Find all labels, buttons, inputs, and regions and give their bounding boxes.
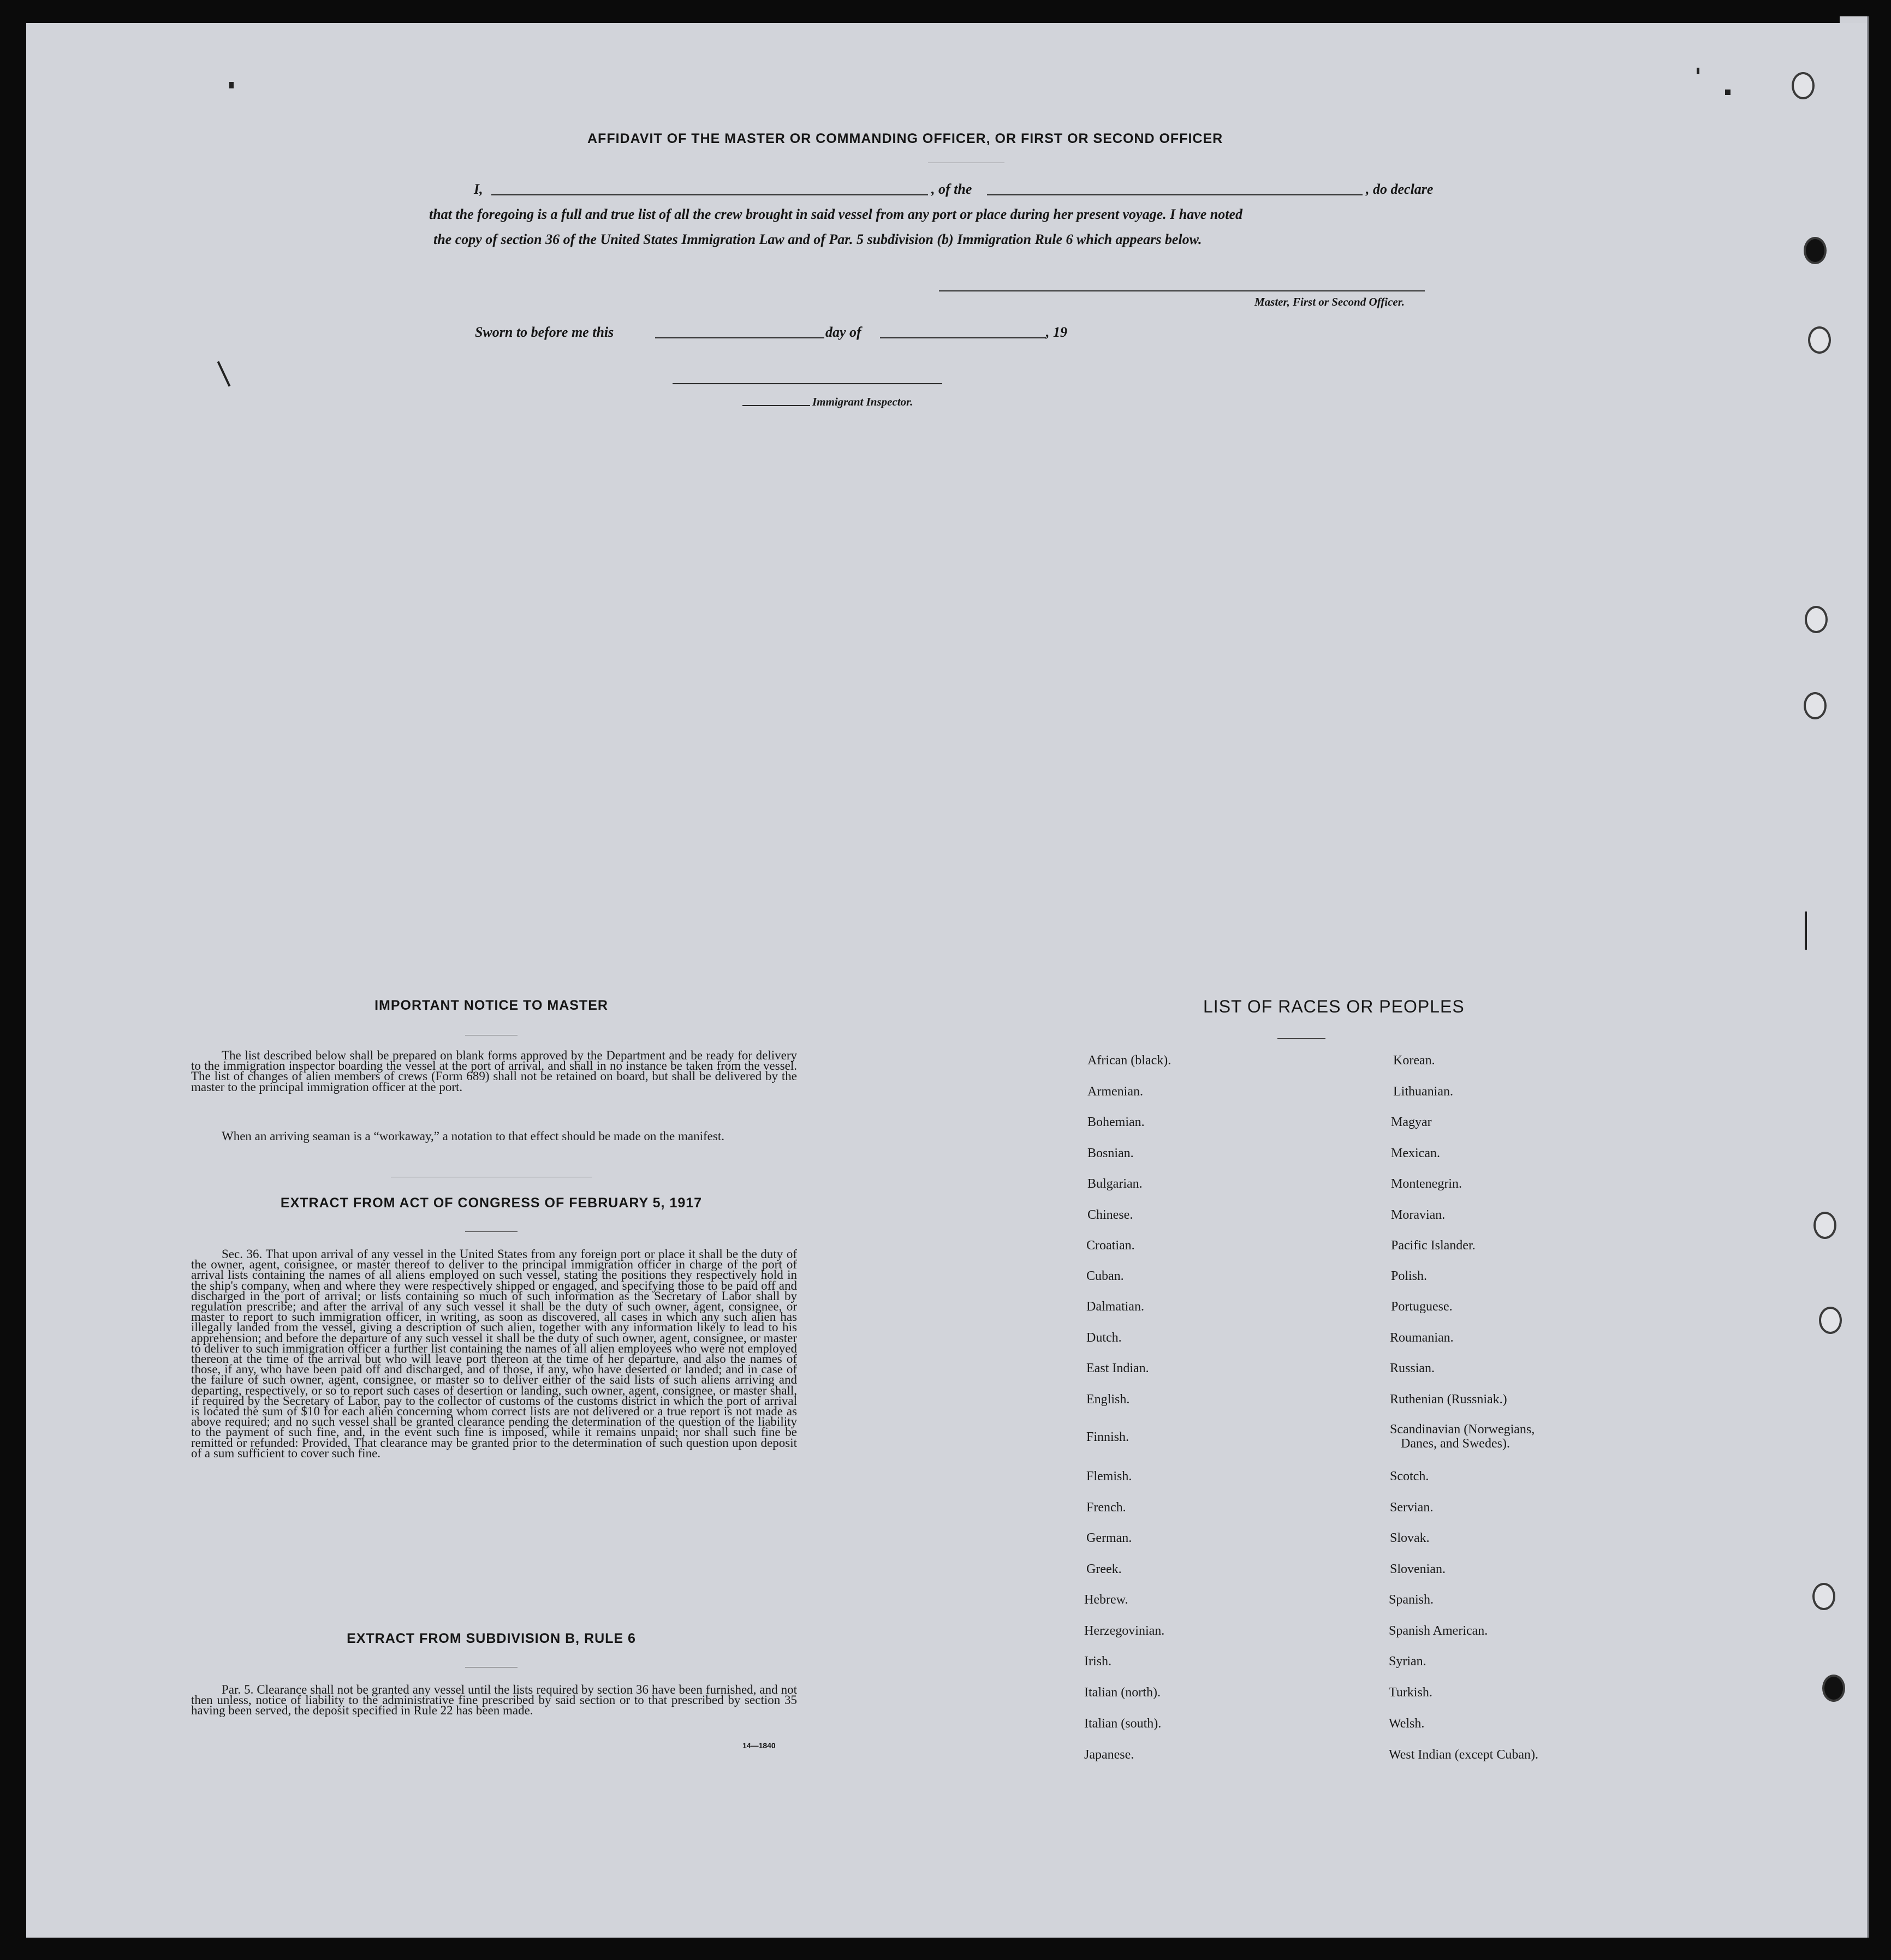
race-item: Portuguese.: [1391, 1300, 1453, 1314]
extract-act-text: Sec. 36. That upon arrival of any vessel in the United States from any foreign port or place it shall be the duty of the owner, agent, consignee, or master thereof to deliver to the principal immigration officer in charge of the port of arrival lists containing the names of all aliens employed on such vessel, stating the positions they respectively hold in the ship's company, when and where they were respectively shipped or engaged, and specifying those to be paid off and discharged in the port of arrival; or lists containing so much of such information as the Secretary of Labor shall by regulation prescribe; and after the arrival of any such vessel it shall be the duty of such owner, agent, consignee, or master to report to such immigration officer, in writing, as soon as discovered, all cases in which any such alien has illegally landed from the vessel, giving a description of such alien, together with any information likely to lead to his apprehension; and before the departure of any such vessel it shall be the duty of such owner, agent, consignee, or master to deliver to such immigration officer a further list containing the names of all alien employees who were not employed thereon at the time of the arrival but who will leave port thereon at the time of her departure, and also the names of those, if any, who have been paid off and discharged, and of those, if any, who have deserted or landed; and in case of the failure of such owner, agent, consignee, or master so to deliver either of the said lists of such aliens arriving and departing, respectively, or so to report such cases of desertion or landing, such owner, agent, consignee, or master shall, if required by the Secretary of Labor, pay to the collector of customs of the customs district in which the port of arrival is located the sum of $10 for each alien concerning whom correct lists are not delivered or a true report is not made as above required; and no such vessel shall be granted clearance pending the determination of the question of the liability to the payment of such fine, and, in the event such fine is imposed, while it remains unpaid; nor shall such fine be remitted or refunded: Provided, That clearance may be granted prior to the determination of such question upon deposit of a sum sufficient to cover such fine.: [191, 1247, 797, 1460]
race-item: Magyar: [1391, 1115, 1432, 1129]
race-item: Dutch.: [1086, 1331, 1122, 1345]
race-item: Armenian.: [1087, 1085, 1143, 1099]
race-item: Slovenian.: [1390, 1562, 1446, 1576]
race-item: African (black).: [1087, 1053, 1172, 1068]
race-item: Slovak.: [1390, 1531, 1430, 1545]
affidavit-title: AFFIDAVIT OF THE MASTER OR COMMANDING OFFICER, OR FIRST OR SECOND OFFICER: [587, 131, 1223, 146]
race-item: Welsh.: [1389, 1717, 1425, 1731]
race-item: Bohemian.: [1087, 1115, 1145, 1129]
race-item: Croatian.: [1086, 1238, 1135, 1253]
races-rule: [1277, 1038, 1325, 1039]
race-item: Danes, and Swedes).: [1401, 1437, 1510, 1451]
race-item: Moravian.: [1391, 1208, 1446, 1222]
form-number: 14—1840: [742, 1741, 776, 1750]
ink-speck: [1805, 912, 1807, 950]
race-item: Scandinavian (Norwegians,: [1390, 1422, 1535, 1437]
affidavit-of-the-label: , of the: [931, 181, 972, 197]
officer-signature-line[interactable]: [939, 290, 1425, 291]
vessel-name-line[interactable]: [987, 194, 1363, 195]
ink-speck: [1725, 90, 1731, 95]
race-item: Mexican.: [1391, 1146, 1440, 1160]
document-page: [26, 23, 1867, 1938]
race-item: Finnish.: [1086, 1430, 1129, 1444]
race-item: Dalmatian.: [1086, 1300, 1144, 1314]
race-item: Polish.: [1391, 1269, 1428, 1283]
binder-hole: [1808, 326, 1831, 354]
race-item: German.: [1086, 1531, 1132, 1545]
ink-speck: [1697, 68, 1699, 74]
extract-act-rule: [465, 1231, 518, 1232]
sworn-day-line[interactable]: [655, 337, 824, 338]
race-item: Italian (south).: [1084, 1717, 1162, 1731]
binder-hole: [1792, 72, 1815, 99]
binder-hole: [1805, 606, 1828, 633]
extract-rule-text: Par. 5. Clearance shall not be granted any vessel until the lists required by section 36 have been furnished, and not then unless, notice of liability to the administrative fine prescribed by said section or to that prescribed by section 35 having been served, the deposit specified in Rule 22 has been made.: [191, 1683, 797, 1718]
race-item: Flemish.: [1086, 1469, 1132, 1484]
race-item: Spanish.: [1389, 1593, 1434, 1607]
binder-hole: [1812, 1583, 1835, 1610]
affidavit-declaration-line-2: that the foregoing is a full and true list of all the crew brought in said vessel from any port or place during her present voyage. I have noted: [429, 206, 1243, 222]
race-item: Hebrew.: [1084, 1593, 1128, 1607]
races-title: LIST OF RACES OR PEOPLES: [1203, 997, 1465, 1016]
notice-paragraph-2: When an arriving seaman is a “workaway,” a notation to that effect should be made on the manifest.: [222, 1129, 724, 1143]
notice-title: IMPORTANT NOTICE TO MASTER: [374, 998, 608, 1013]
race-item: Herzegovinian.: [1084, 1624, 1165, 1638]
extract-act-title: EXTRACT FROM ACT OF CONGRESS OF FEBRUARY 5, 1917: [280, 1195, 703, 1211]
race-item: Pacific Islander.: [1391, 1238, 1476, 1253]
extract-rule-title: EXTRACT FROM SUBDIVISION B, RULE 6: [347, 1631, 636, 1646]
race-item: Russian.: [1390, 1361, 1435, 1375]
race-item: Ruthenian (Russniak.): [1390, 1392, 1507, 1407]
race-item: Japanese.: [1084, 1748, 1134, 1762]
race-item: Greek.: [1086, 1562, 1122, 1576]
race-item: English.: [1086, 1392, 1130, 1407]
race-item: Syrian.: [1389, 1654, 1426, 1669]
race-item: Servian.: [1390, 1500, 1434, 1515]
race-item: Spanish American.: [1389, 1624, 1488, 1638]
inspector-signature-line[interactable]: [673, 383, 942, 384]
race-item: Bosnian.: [1087, 1146, 1134, 1160]
notice-paragraph-1: The list described below shall be prepared on blank forms approved by the Department and be ready for delivery to the immigration inspector boarding the vessel at the port of arrival, and shall in no instance be taken from the vessel. The list of changes of alien members of crews (Form 689) shall not be retained on board, but shall be delivered by the master to the principal immigration officer at the port.: [191, 1048, 797, 1094]
binder-hole: [1822, 1675, 1845, 1702]
binder-hole: [1819, 1307, 1842, 1334]
ink-speck: [229, 82, 234, 88]
race-item: Turkish.: [1389, 1685, 1432, 1700]
race-item: Italian (north).: [1084, 1685, 1161, 1700]
race-item: Lithuanian.: [1393, 1085, 1453, 1099]
binder-hole: [1813, 1212, 1836, 1239]
race-item: Montenegrin.: [1391, 1177, 1462, 1191]
inspector-caption: Immigrant Inspector.: [812, 395, 913, 408]
race-item: Irish.: [1084, 1654, 1111, 1669]
master-name-line[interactable]: [491, 194, 928, 195]
race-item: West Indian (except Cuban).: [1389, 1748, 1538, 1762]
race-item: Scotch.: [1390, 1469, 1429, 1484]
binder-hole: [1804, 692, 1827, 719]
officer-signature-caption: Master, First or Second Officer.: [1254, 295, 1405, 308]
affidavit-do-declare-label: , do declare: [1366, 181, 1434, 197]
race-item: French.: [1086, 1500, 1126, 1515]
race-item: Chinese.: [1087, 1208, 1133, 1222]
binder-hole: [1804, 237, 1827, 264]
affidavit-i-label: I,: [474, 181, 483, 197]
sworn-month-line[interactable]: [880, 337, 1046, 338]
race-item: Bulgarian.: [1087, 1177, 1143, 1191]
sworn-day-of-label: day of: [825, 324, 861, 340]
affidavit-declaration-line-3: the copy of section 36 of the United States Immigration Law and of Par. 5 subdivision (b) Immigration Rule 6 which appears below.: [433, 231, 1202, 247]
race-item: Cuban.: [1086, 1269, 1124, 1283]
sworn-prefix: Sworn to before me this: [475, 324, 614, 340]
inspector-name-short-line: [742, 405, 810, 406]
sworn-year-label: , 19: [1046, 324, 1067, 340]
race-item: Roumanian.: [1390, 1331, 1454, 1345]
race-item: East Indian.: [1086, 1361, 1149, 1375]
race-item: Korean.: [1393, 1053, 1435, 1068]
